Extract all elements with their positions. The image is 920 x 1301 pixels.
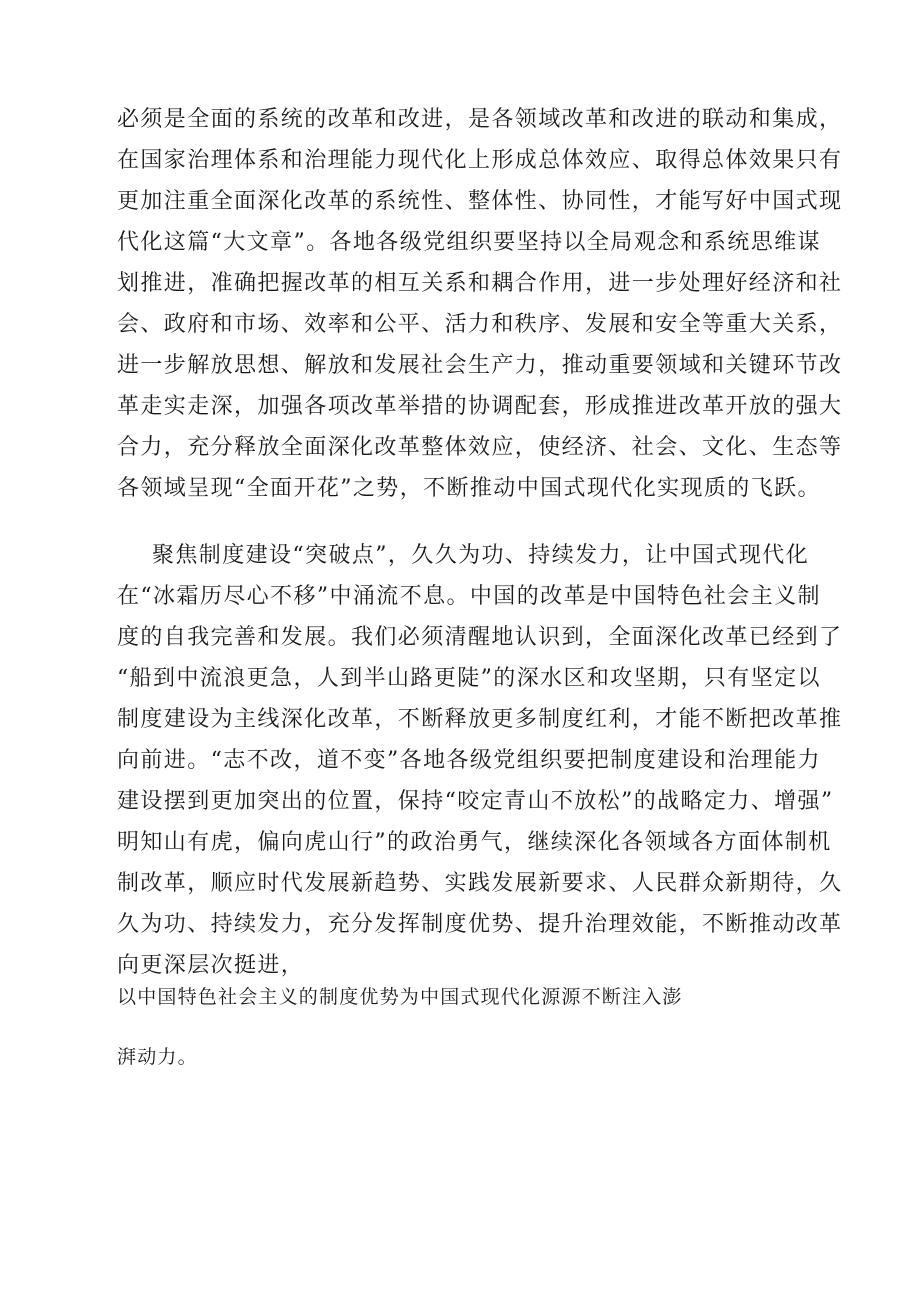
text-line: 明知山有虎，偏向虎山行”的政治勇气，继续深化各领域各方面体制机 [117,830,832,855]
text-line: 向前进。“志不改，道不变”各地各级党组织要把制度建设和治理能力 [117,748,821,773]
text-line: 在“冰霜历尽心不移”中涌流不息。中国的改革是中国特色社会主义制 [117,584,821,609]
text-line: 久为功、持续发力，充分发挥制度优势、提升治理效能，不断推动改革 [117,912,843,937]
text-line: 合力，充分释放全面深化改革整体效应，使经济、社会、文化、生态等 [117,435,843,460]
text-line: 在国家治理体系和治理能力现代化上形成总体效应、取得总体效果只有 [117,148,843,173]
text-line: 建设摆到更加突出的位置，保持“咬定青山不放松”的战略定力、增强” [117,789,834,814]
text-line: 湃动力。 [117,1046,198,1068]
text-line: 更加注重全面深化改革的系统性、整体性、协同性，才能写好中国式现 [117,189,843,214]
text-line: 向更深层次挺进， [117,953,305,978]
text-line: 划推进，准确把握改革的相互关系和耦合作用，进一步处理好经济和社 [117,271,843,296]
text-line: 制改革，顺应时代发展新趋势、实践发展新要求、人民群众新期待，久 [117,871,843,896]
text-line: “船到中流浪更急，人到半山路更陡”的深水区和攻坚期，只有坚定以 [117,666,821,691]
text-line: 以中国特色社会主义的制度优势为中国式现代化源源不断注入澎 [117,986,683,1008]
text-line: 必须是全面的系统的改革和改进，是各领域改革和改进的联动和集成， [117,107,843,132]
text-line: 会、政府和市场、效率和公平、活力和秩序、发展和安全等重大关系， [117,312,843,337]
text-line: 代化这篇“大文章”。各地各级党组织要坚持以全局观念和系统思维谋 [117,230,821,255]
paragraph-first-line: 聚焦制度建设“突破点”，久久为功、持续发力，让中国式现代化 [152,543,810,568]
text-line: 革走实走深，加强各项改革举措的协调配套，形成推进改革开放的强大 [117,394,843,419]
text-line: 进一步解放思想、解放和发展社会生产力，推动重要领域和关键环节改 [117,353,843,378]
text-line: 度的自我完善和发展。我们必须清醒地认识到，全面深化改革已经到了 [117,625,843,650]
text-line: 各领域呈现“全面开花”之势，不断推动中国式现代化实现质的飞跃。 [117,476,821,501]
text-line: 制度建设为主线深化改革，不断释放更多制度红利，才能不断把改革推 [117,707,843,732]
